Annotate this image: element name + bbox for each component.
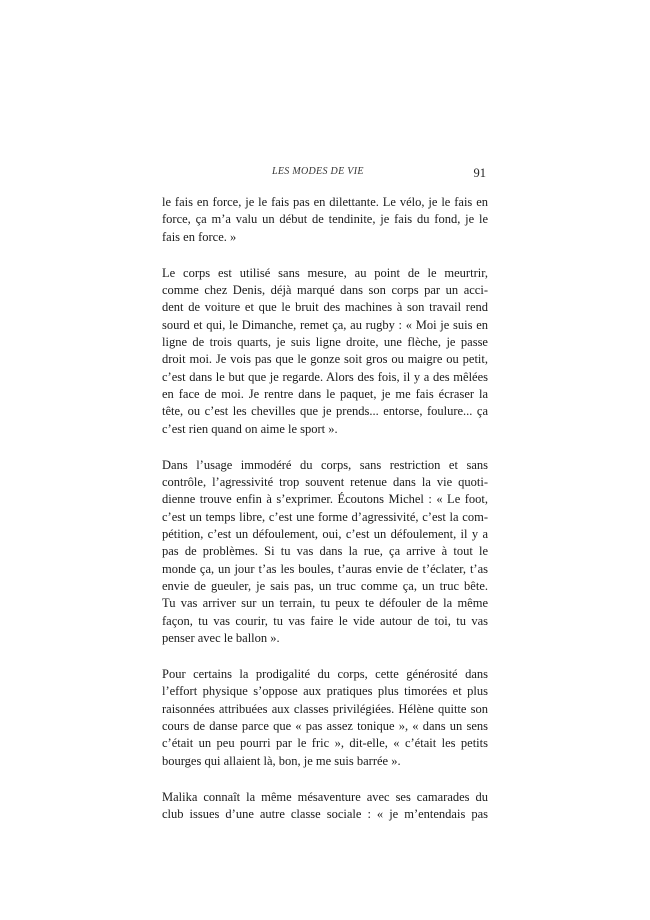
text-line: Le corps est utilisé sans mesure, au point de le meurtrir, (162, 265, 488, 280)
paragraph (162, 265, 488, 438)
text-line: envie de gueuler, je sais pas, un truc comme ça, un truc bête. (162, 578, 488, 593)
text-line: club issues d’une autre classe sociale : « je m’entendais pas (162, 807, 488, 822)
text-line: le fais en force, je le fais pas en dilettante. Le vélo, je le fais en (162, 195, 488, 209)
paragraph (162, 666, 488, 770)
text-line: l’effort physique s’oppose aux pratiques plus timorées et plus (162, 684, 488, 699)
text-line: fais en force. » (162, 229, 237, 244)
page-number: 91 (473, 166, 486, 180)
text-line: pétition, c’est un défoulement, oui, c’est un défoulement, il y a (162, 527, 488, 542)
paragraph (162, 457, 488, 647)
text-line: c’est dans le but que je regarde. Alors des fois, il y a des mêlées (162, 369, 488, 384)
text-line: c’était un peu pourri par le fric », dit-elle, « c’était les petits (162, 736, 488, 751)
text-line: Malika connaît la même mésaventure avec ses camarades du (162, 789, 488, 804)
text-line: penser avec le ballon ». (162, 630, 280, 645)
book-page (162, 160, 488, 843)
text-line: monde ça, un jour t’as les boules, t’auras envie de t’éclater, t’as (162, 561, 488, 576)
text-line: contrôle, l’agressivité trop souvent retenue dans la vie quoti- (162, 475, 488, 490)
text-line: en face de moi. Je rentre dans le paquet, je me fais écraser la (162, 386, 488, 401)
text-line: bourges qui allaient là, bon, je me suis barrée ». (162, 753, 401, 768)
text-line: droit moi. Je vois pas que le gonze soit gros ou maigre ou petit, (162, 352, 488, 367)
text-line: c’est un temps libre, c’est une forme d’agressivité, c’est la com- (162, 509, 488, 524)
text-line: sourd et qui, le Dimanche, remet ça, au rugby : « Moi je suis en (162, 317, 488, 332)
text-line: c’est rien quand on aime le sport ». (162, 421, 338, 436)
text-line: comme chez Denis, déjà marqué dans son corps par un acci- (162, 283, 488, 298)
paragraph (162, 194, 488, 246)
text-line: cours de danse parce que « pas assez tonique », « dans un sens (162, 719, 488, 734)
text-line: dienne trouve enfin à s’exprimer. Écoutons Michel : « Le foot, (162, 492, 488, 507)
text-line: force, ça m’a valu un début de tendinite, je fais du fond, je le (162, 212, 488, 227)
text-line: Dans l’usage immodéré du corps, sans restriction et sans (162, 457, 488, 472)
paragraph (162, 789, 488, 824)
text-line: façon, tu vas courir, tu vas faire le vide autour de toi, tu vas (162, 613, 488, 628)
text-line: Pour certains la prodigalité du corps, cette générosité dans (162, 667, 488, 682)
text-line: raisonnées attribuées aux classes privilégiées. Hélène quitte son (162, 701, 488, 716)
text-line: dent de voiture et que le bruit des machines à son travail rend (162, 300, 488, 315)
text-line: pas de problèmes. Si tu vas dans la rue, ça arrive à tout le (162, 544, 488, 559)
text-line: tête, ou c’est les chevilles que je prends... entorse, foulure... ça (162, 404, 488, 419)
body-text (162, 194, 488, 824)
text-line: ligne de trois quarts, je suis ligne droite, une flèche, je passe (162, 335, 488, 350)
text-line: Tu vas arriver sur un terrain, tu peux te défouler de la même (162, 596, 488, 611)
running-title: LES MODES DE VIE (272, 166, 364, 177)
page-header (162, 160, 488, 180)
